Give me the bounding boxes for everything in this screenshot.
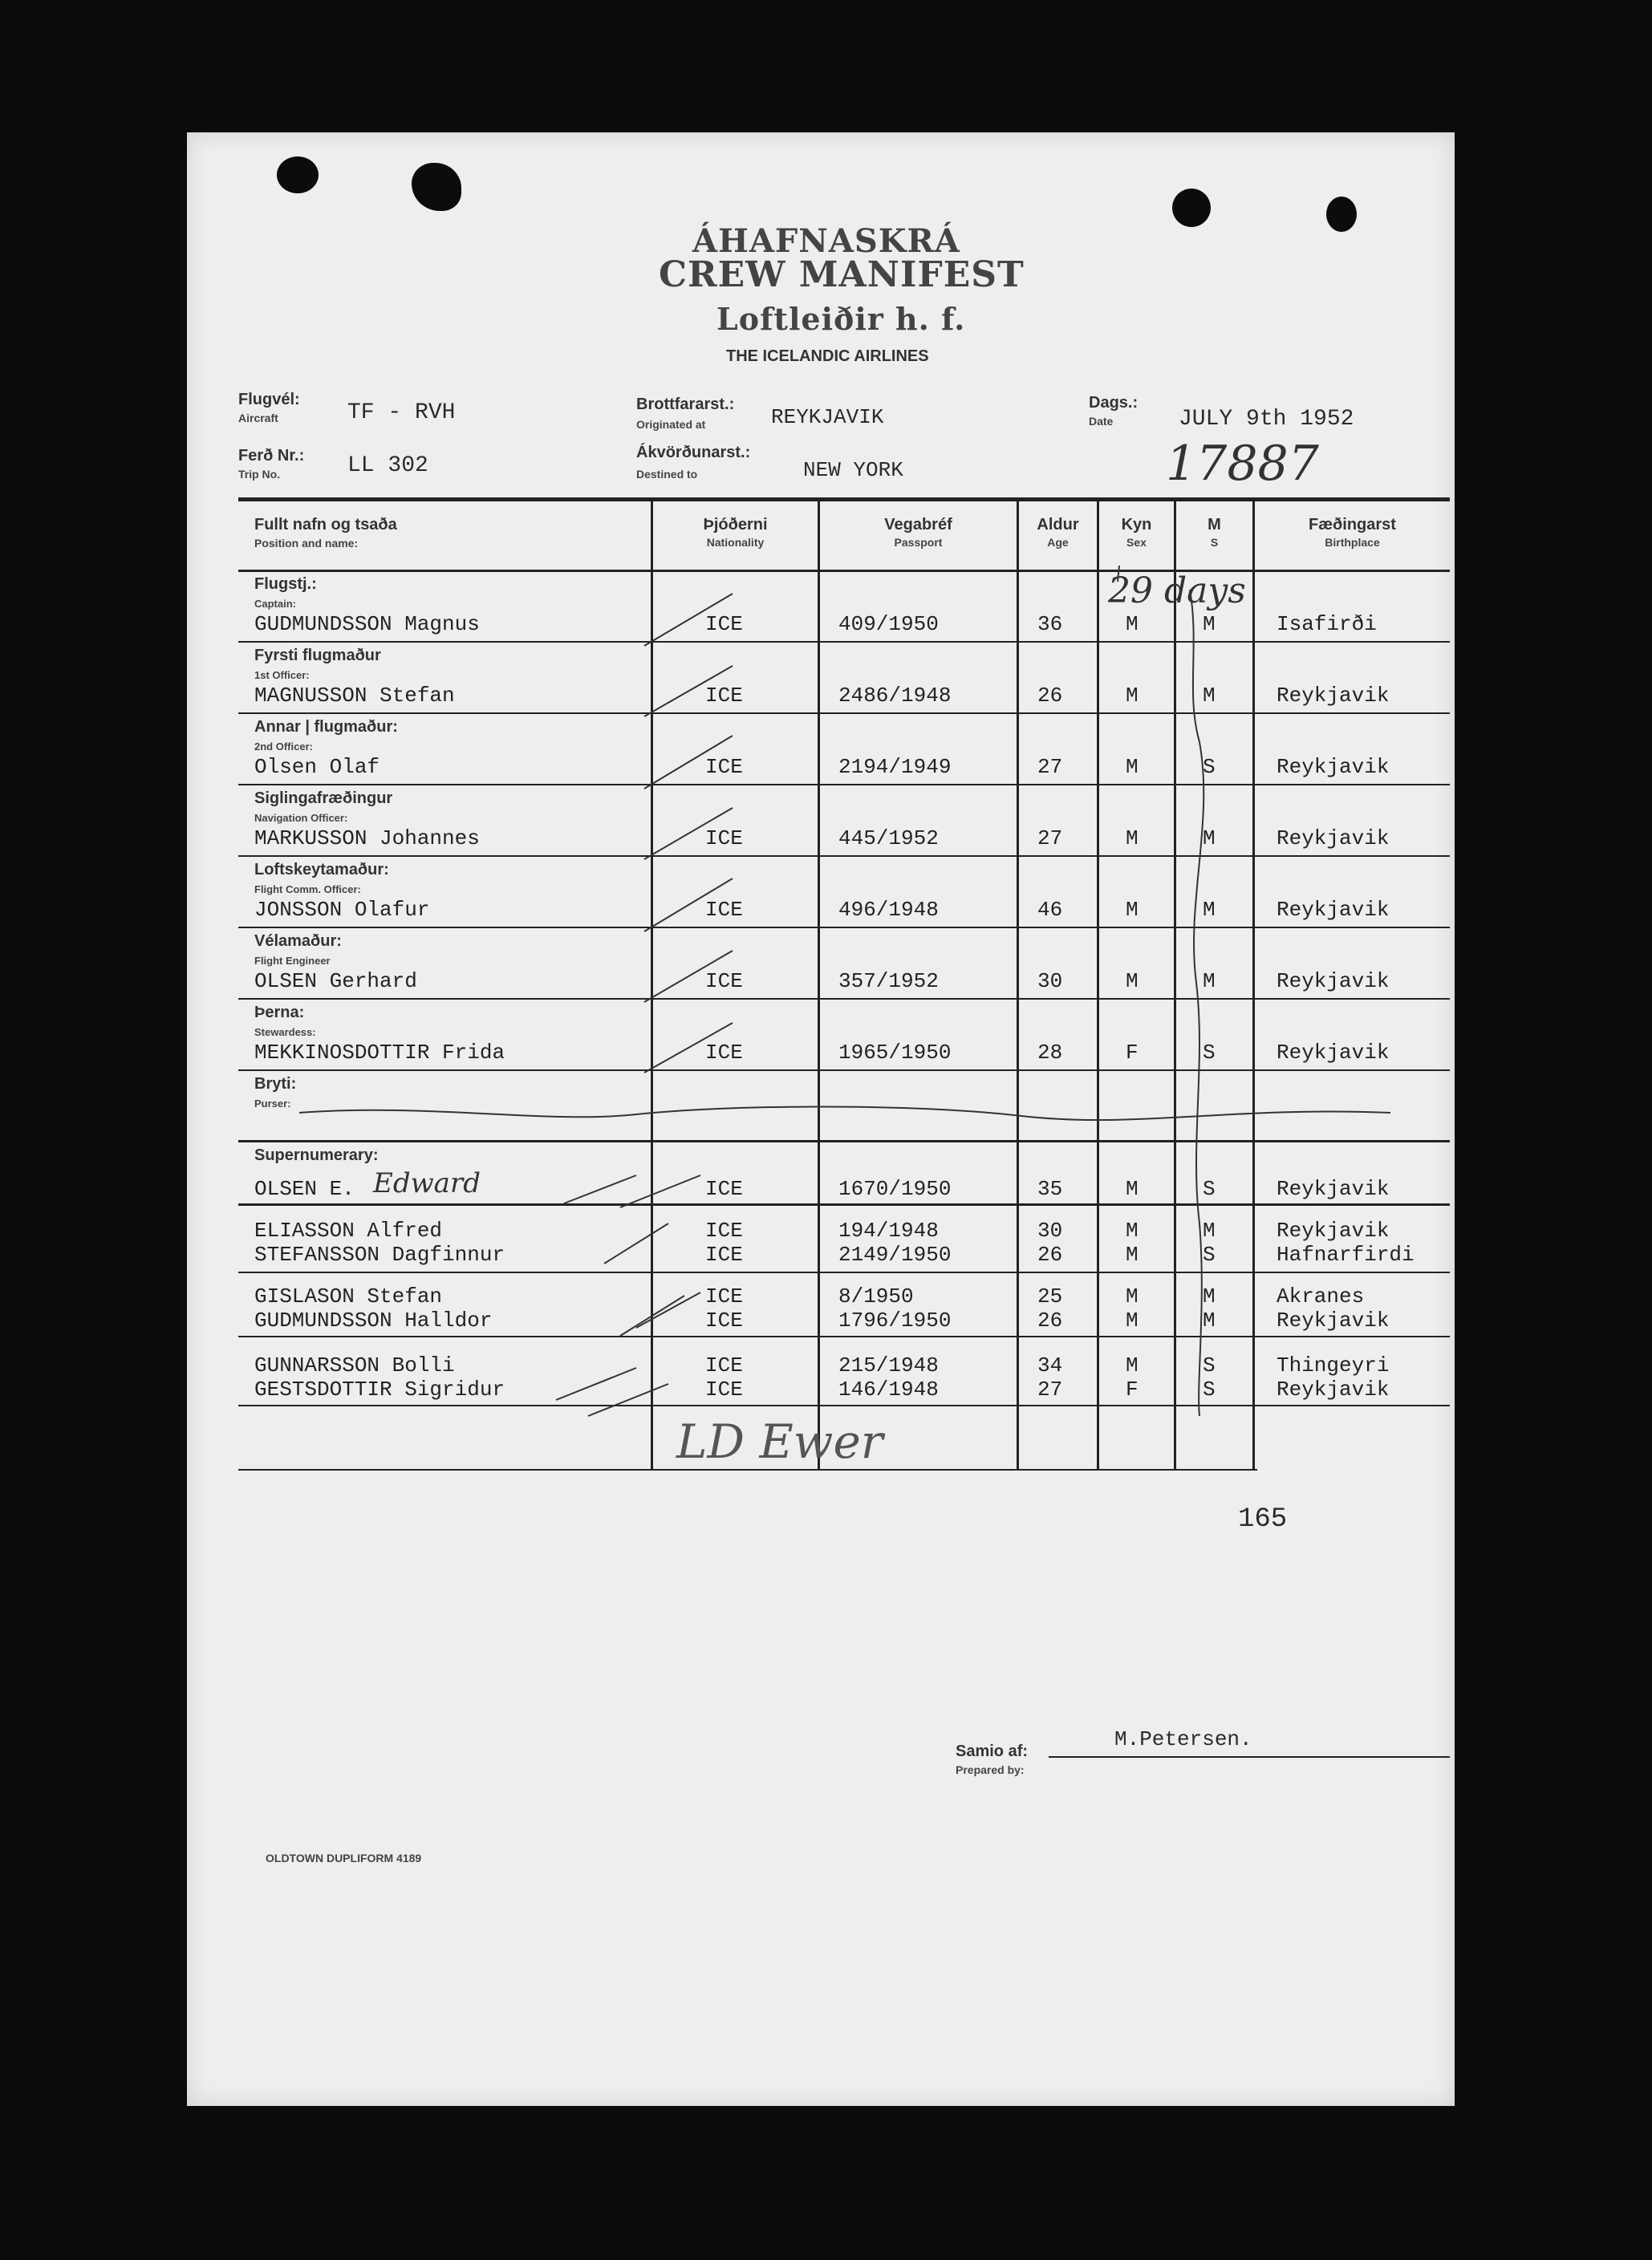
origin-value: REYKJAVIK [771, 405, 884, 429]
super-sex: M [1126, 1353, 1139, 1378]
prepared-by-line [1049, 1756, 1450, 1758]
col-header-passport-label: Vegabréf [884, 516, 952, 534]
purser-label: Bryti: [254, 1075, 297, 1093]
crew-age: 30 [1037, 969, 1063, 993]
prepared-by-label: Samio af: [956, 1743, 1029, 1760]
crew-sex: M [1126, 826, 1139, 850]
company-name: Loftleiðir h. f. [716, 301, 966, 337]
crew-nationality: ICE [705, 755, 743, 779]
super-name: GESTSDOTTIR Sigridur [254, 1378, 505, 1402]
position-label: Þerna: [254, 1004, 305, 1021]
position-label: Annar | flugmaður: [254, 718, 398, 736]
crew-marital: M [1203, 612, 1216, 636]
prepared-by-value: M.Petersen. [1114, 1727, 1252, 1751]
crew-marital: S [1203, 1041, 1216, 1065]
page-number: 165 [1238, 1504, 1288, 1535]
super-nationality: ICE [705, 1243, 743, 1267]
position-label: Siglingafræðingur [254, 789, 393, 807]
super-marital: S [1203, 1378, 1216, 1402]
date-label: Dags.: [1089, 394, 1139, 412]
crew-age: 26 [1037, 684, 1063, 708]
super-name: ELIASSON Alfred [254, 1219, 443, 1243]
super-nationality: ICE [705, 1309, 743, 1333]
trip-sub: Trip No. [238, 468, 281, 481]
crew-marital: M [1203, 969, 1216, 993]
crew-birthplace: Reykjavik [1277, 684, 1390, 708]
origin-label: Brottfararst.: [636, 396, 735, 413]
super-age: 27 [1037, 1378, 1063, 1402]
super-marital: M [1203, 1284, 1216, 1309]
crew-name: OLSEN Gerhard [254, 969, 417, 993]
handwritten-days-note: 29 days [1108, 570, 1246, 611]
crew-age: 28 [1037, 1041, 1063, 1065]
aircraft-label: Flugvél: [238, 391, 300, 408]
super-passport: 146/1948 [838, 1378, 939, 1402]
super-birthplace: Akranes [1277, 1284, 1365, 1309]
aircraft-sub: Aircraft [238, 412, 278, 424]
crew-sex: M [1126, 969, 1139, 993]
handwritten-number: 17887 [1166, 436, 1319, 492]
col-header-nationality-sub: Nationality [706, 536, 765, 549]
super-sex: M [1126, 1309, 1139, 1333]
crew-sex: M [1126, 612, 1139, 636]
super-marital: S [1203, 1243, 1216, 1267]
crew-age: 27 [1037, 755, 1063, 779]
position-sub: Flight Engineer [254, 955, 331, 967]
form-footer: OLDTOWN DUPLIFORM 4189 [266, 1852, 422, 1864]
super-marital: S [1203, 1353, 1216, 1378]
col-header-birthplace-label: Fæðingarst [1309, 516, 1396, 534]
super-passport: 2149/1950 [838, 1243, 952, 1267]
crew-nationality: ICE [705, 969, 743, 993]
super-sex: F [1126, 1378, 1139, 1402]
title-english: CREW MANIFEST [659, 254, 1025, 295]
super-name: GUNNARSSON Bolli [254, 1353, 455, 1378]
destination-label: Ákvörðunarst.: [636, 444, 751, 461]
col-header-marital-label: M [1208, 516, 1221, 534]
crew-passport: 409/1950 [838, 612, 939, 636]
col-header-age-sub: Age [1047, 536, 1069, 549]
position-sub: Flight Comm. Officer: [254, 883, 361, 895]
super-passport: 8/1950 [838, 1284, 914, 1309]
manifest-page [187, 132, 1455, 2106]
col-header-birthplace-sub: Birthplace [1325, 536, 1380, 549]
crew-passport: 1965/1950 [838, 1041, 952, 1065]
crew-name: MARKUSSON Johannes [254, 826, 480, 850]
crew-passport: 445/1952 [838, 826, 939, 850]
super-age: 26 [1037, 1309, 1063, 1333]
col-header-sex-sub: Sex [1126, 536, 1147, 549]
super-birthplace: Reykjavik [1277, 1309, 1390, 1333]
crew-marital: M [1203, 684, 1216, 708]
crew-sex: M [1126, 755, 1139, 779]
crew-sex: M [1126, 684, 1139, 708]
crew-nationality: ICE [705, 826, 743, 850]
position-label: Fyrsti flugmaður [254, 647, 381, 664]
col-header-nationality-label: Þjóðerni [703, 516, 768, 534]
crew-birthplace: Reykjavik [1277, 969, 1390, 993]
crew-age: 36 [1037, 612, 1063, 636]
destination-sub: Destined to [636, 468, 698, 481]
super-passport: 215/1948 [838, 1353, 939, 1378]
crew-nationality: ICE [705, 612, 743, 636]
handwritten-check-marks [187, 132, 1455, 2106]
super-sex: M [1126, 1284, 1139, 1309]
crew-nationality: ICE [705, 684, 743, 708]
super-nationality: ICE [705, 1219, 743, 1243]
crew-marital: M [1203, 898, 1216, 922]
crew-passport: 2194/1949 [838, 755, 952, 779]
trip-value: LL 302 [347, 453, 428, 478]
super-age: 25 [1037, 1284, 1063, 1309]
crew-sex: M [1126, 898, 1139, 922]
super-nationality: ICE [705, 1353, 743, 1378]
supernumerary-label: Supernumerary: [254, 1146, 379, 1164]
crew-age: 27 [1037, 826, 1063, 850]
crew-birthplace: Reykjavik [1277, 1041, 1390, 1065]
crew-passport: 496/1948 [838, 898, 939, 922]
crew-name: Olsen Olaf [254, 755, 380, 779]
super-age: 26 [1037, 1243, 1063, 1267]
crew-name: MAGNUSSON Stefan [254, 684, 455, 708]
date-sub: Date [1089, 415, 1114, 428]
super-birthplace: Thingeyri [1277, 1353, 1390, 1378]
super-marital: S [1203, 1177, 1216, 1201]
crew-birthplace: Reykjavik [1277, 826, 1390, 850]
date-value: JULY 9th 1952 [1179, 407, 1354, 432]
super-passport: 194/1948 [838, 1219, 939, 1243]
position-sub: Navigation Officer: [254, 812, 348, 824]
super-sex: M [1126, 1243, 1139, 1267]
super-sex: M [1126, 1177, 1139, 1201]
super-name: GUDMUNDSSON Halldor [254, 1309, 493, 1333]
super-birthplace: Reykjavik [1277, 1378, 1390, 1402]
crew-name: MEKKINOSDOTTIR Frida [254, 1041, 505, 1065]
crew-passport: 357/1952 [838, 969, 939, 993]
col-header-passport-sub: Passport [894, 536, 943, 549]
super-marital: M [1203, 1309, 1216, 1333]
trip-label: Ferð Nr.: [238, 447, 305, 465]
col-header-marital-sub: S [1210, 536, 1219, 549]
position-label: Loftskeytamaður: [254, 861, 389, 878]
super-name: GISLASON Stefan [254, 1284, 443, 1309]
col-header-age-label: Aldur [1037, 516, 1079, 534]
crew-birthplace: Isafirði [1277, 612, 1377, 636]
crew-marital: M [1203, 826, 1216, 850]
purser-sub: Purser: [254, 1098, 291, 1110]
prepared-by-sub: Prepared by: [956, 1763, 1025, 1776]
super-marital: M [1203, 1219, 1216, 1243]
super-birthplace: Reykjavik [1277, 1219, 1390, 1243]
col-header-sex-label: Kyn [1121, 516, 1152, 534]
super-birthplace: Reykjavik [1277, 1177, 1390, 1201]
col-header-name-sub: Position and name: [254, 537, 359, 550]
super-passport: 1796/1950 [838, 1309, 952, 1333]
origin-sub: Originated at [636, 418, 706, 431]
crew-age: 46 [1037, 898, 1063, 922]
crew-nationality: ICE [705, 1041, 743, 1065]
super-birthplace: Hafnarfirdi [1277, 1243, 1415, 1267]
position-sub: 1st Officer: [254, 669, 310, 681]
handwritten-first-name: Edward [373, 1167, 481, 1199]
crew-nationality: ICE [705, 898, 743, 922]
super-nationality: ICE [705, 1284, 743, 1309]
company-english: THE ICELANDIC AIRLINES [726, 347, 929, 365]
super-age: 30 [1037, 1219, 1063, 1243]
super-age: 34 [1037, 1353, 1063, 1378]
crew-birthplace: Reykjavik [1277, 755, 1390, 779]
crew-sex: F [1126, 1041, 1139, 1065]
crew-name: JONSSON Olafur [254, 898, 430, 922]
signature: LD Ewer [676, 1414, 883, 1469]
crew-marital: S [1203, 755, 1216, 779]
super-passport: 1670/1950 [838, 1177, 952, 1201]
crew-birthplace: Reykjavik [1277, 898, 1390, 922]
super-name: OLSEN E. [254, 1177, 355, 1201]
position-sub: 2nd Officer: [254, 740, 313, 753]
destination-value: NEW YORK [803, 458, 903, 482]
super-name: STEFANSSON Dagfinnur [254, 1243, 505, 1267]
col-header-name: Fullt nafn og tsaða [254, 516, 397, 534]
position-label: Flugstj.: [254, 575, 317, 593]
title-icelandic: ÁHAFNASKRÁ [692, 222, 960, 260]
crew-passport: 2486/1948 [838, 684, 952, 708]
super-nationality: ICE [705, 1378, 743, 1402]
crew-name: GUDMUNDSSON Magnus [254, 612, 480, 636]
position-sub: Stewardess: [254, 1026, 316, 1038]
super-sex: M [1126, 1219, 1139, 1243]
super-nationality: ICE [705, 1177, 743, 1201]
aircraft-value: TF - RVH [347, 400, 456, 425]
position-sub: Captain: [254, 598, 296, 610]
position-label: Vélamaður: [254, 932, 342, 950]
super-age: 35 [1037, 1177, 1063, 1201]
